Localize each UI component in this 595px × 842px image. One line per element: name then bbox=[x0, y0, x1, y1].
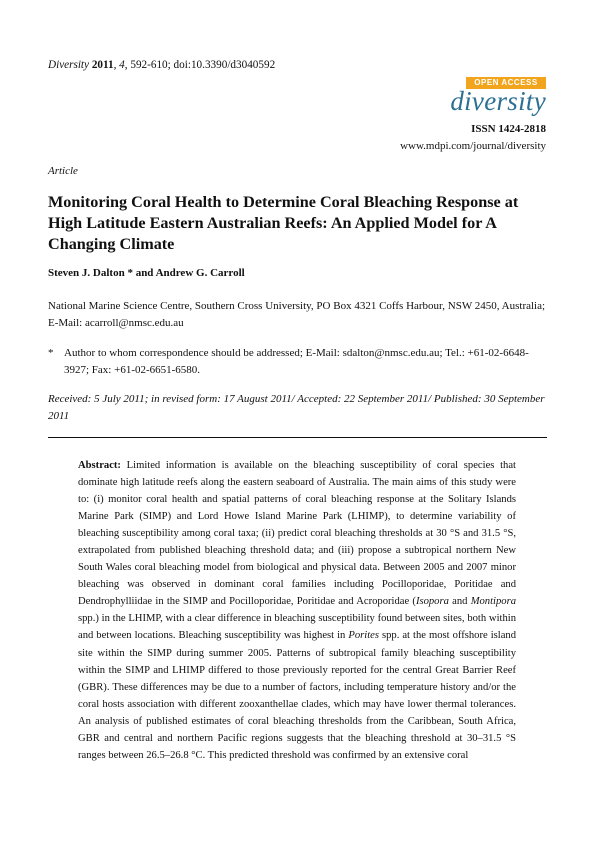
abstract-label: Abstract: bbox=[78, 460, 121, 471]
citation-rest: , 592-610; doi:10.3390/d3040592 bbox=[124, 59, 276, 71]
abstract-text-2: and bbox=[448, 596, 471, 608]
affiliation: National Marine Science Centre, Southern Cross University, PO Box 4321 Coffs Harbour, NSW 2450, Australia; E-Mail: acarroll@nmsc.edu.au bbox=[48, 300, 546, 329]
citation-journal: Diversity bbox=[48, 59, 90, 71]
citation-line: Diversity 2011, 4, 592-610; doi:10.3390/d3040592 bbox=[48, 59, 276, 71]
correspondence-text: Author to whom correspondence should be addressed; E-Mail: sdalton@nmsc.edu.au; Tel.: +61-02-6648-3927; Fax: +61-02-6651-6580. bbox=[64, 347, 529, 376]
article-dates: Received: 5 July 2011; in revised form: 17 August 2011/ Accepted: 22 September 2011/ Published: 30 September 2011 bbox=[48, 393, 545, 422]
article-type: Article bbox=[48, 165, 78, 177]
abstract-isopora: Isopora bbox=[415, 596, 449, 608]
correspondence-mark: * bbox=[48, 347, 54, 359]
abstract bbox=[78, 457, 516, 764]
issn: ISSN 1424-2818 bbox=[471, 123, 546, 135]
abstract-porites: Porites bbox=[348, 630, 379, 642]
open-access-badge: OPEN ACCESS bbox=[466, 77, 546, 89]
correspondence bbox=[48, 345, 548, 379]
abstract-text-4: spp. at the most offshore island site within the SIMP during summer 2005. Patterns of subtropical family bleaching susceptibility within the SIMP and LHIMP differed to those previously reported for the central Great Barrier Reef (GBR). These differences may be due to a number of factors, including temperature history and/or the coral hosts association with different zooxanthellae clades, which may have lower thermal tolerances. An analysis of published estimates of coral bleaching thresholds from the Caribbean, South Africa, GBR and central and northern Pacific regions suggests that the bleaching threshold at 30–31.5 °S ranges between 26.5–26.8 °C. This predicted threshold was confirmed by an extensive coral bbox=[78, 630, 517, 761]
abstract-montipora: Montipora bbox=[470, 596, 517, 608]
abstract-text-3: spp.) in the LHIMP, with a clear difference in bleaching susceptibility found between sites, both within and between locations. Bleaching susceptibility was highest in bbox=[78, 613, 516, 642]
abstract-text-1: Limited information is available on the bleaching susceptibility of coral species that dominate high latitude reefs along the eastern seaboard of Australia. The main aims of this study were to: (i) monitor coral health and spatial patterns of coral bleaching response at the Solitary Islands Marine Park (SIMP) and Lord Howe Island Marine Park (LHIMP), to determine variability of bleaching susceptibility among coral taxa; (ii) predict coral bleaching thresholds at 30 °S and 31.5 °S, extrapolated from published bleaching threshold data; and (iii) propose a subtropical northern New South Wales coral bleaching model from biological and physical data. Between 2005 and 2007 minor bleaching was observed in dominant coral families including Pocilloporidae, Poritidae and Dendrophylliidae in the SIMP and Pocilloporidae, Poritidae and Acroporidae ( bbox=[78, 460, 516, 608]
citation-year: 2011 bbox=[91, 59, 114, 71]
divider bbox=[48, 437, 547, 438]
citation-volume: 4 bbox=[119, 59, 125, 71]
article-title: Monitoring Coral Health to Determine Coral Bleaching Response at High Latitude Eastern Australian Reefs: An Applied Model for A Changing Climate bbox=[48, 193, 519, 253]
journal-logo: diversity bbox=[450, 86, 546, 116]
journal-url[interactable]: www.mdpi.com/journal/diversity bbox=[400, 140, 546, 152]
article-authors: Steven J. Dalton * and Andrew G. Carroll bbox=[48, 267, 245, 279]
